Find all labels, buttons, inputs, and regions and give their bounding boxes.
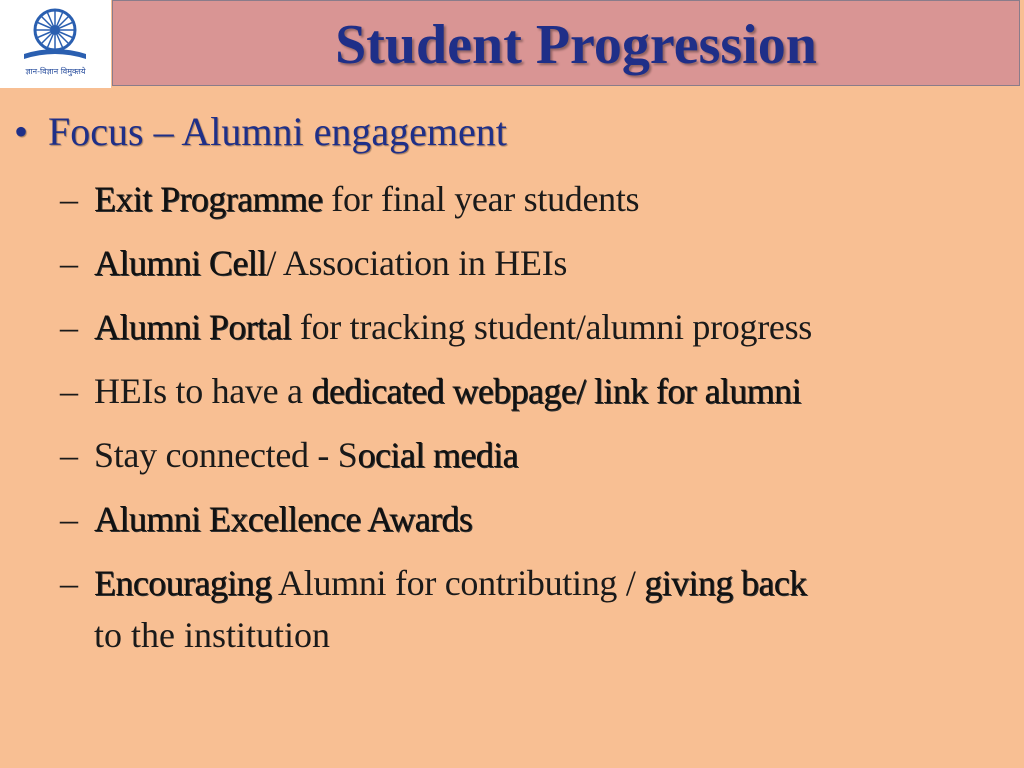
item-emphasis: Alumni Excellence Awards: [94, 499, 473, 539]
list-item-continuation: to the institution: [94, 615, 331, 655]
dash-marker: –: [60, 243, 78, 283]
item-text: / Association in HEIs: [266, 243, 568, 283]
list-item: [60, 498, 472, 540]
list-item: [60, 434, 518, 476]
item-emphasis: ocial media: [357, 435, 518, 475]
logo: [0, 0, 111, 88]
dash-marker: –: [60, 499, 78, 539]
list-item: [60, 178, 639, 220]
item-emphasis: dedicated webpage/ link for alumni: [311, 371, 801, 411]
dash-marker: –: [60, 307, 78, 347]
list-item: [60, 242, 567, 284]
item-text: HEIs to have a: [94, 371, 312, 411]
item-emphasis: Exit Programme: [94, 179, 323, 219]
main-bullet: [14, 108, 507, 155]
dash-marker: –: [60, 435, 78, 475]
item-emphasis: Alumni Portal: [94, 307, 292, 347]
dash-marker: –: [60, 563, 78, 603]
item-text: for tracking student/alumni progress: [291, 307, 812, 347]
list-item: [60, 370, 801, 412]
page-title: Student Progression: [335, 14, 817, 76]
item-text: for final year students: [322, 179, 640, 219]
main-bullet-text: Focus – Alumni engagement: [48, 109, 507, 154]
dash-marker: –: [60, 179, 78, 219]
item-text: Stay connected - S: [94, 435, 358, 475]
list-item: [60, 306, 812, 348]
logo-caption: ज्ञान-विज्ञान विमुक्तये: [25, 67, 86, 76]
title-bar: [112, 0, 1020, 86]
dash-marker: –: [60, 371, 78, 411]
item-text: Alumni for contributing /: [271, 563, 645, 603]
item-emphasis: Encouraging: [94, 563, 272, 603]
ugc-wheel-icon: [18, 4, 92, 66]
bullet-marker: •: [14, 109, 29, 154]
item-emphasis: Alumni Cell: [94, 243, 267, 283]
list-item: [60, 562, 807, 604]
item-emphasis: giving back: [644, 563, 807, 603]
